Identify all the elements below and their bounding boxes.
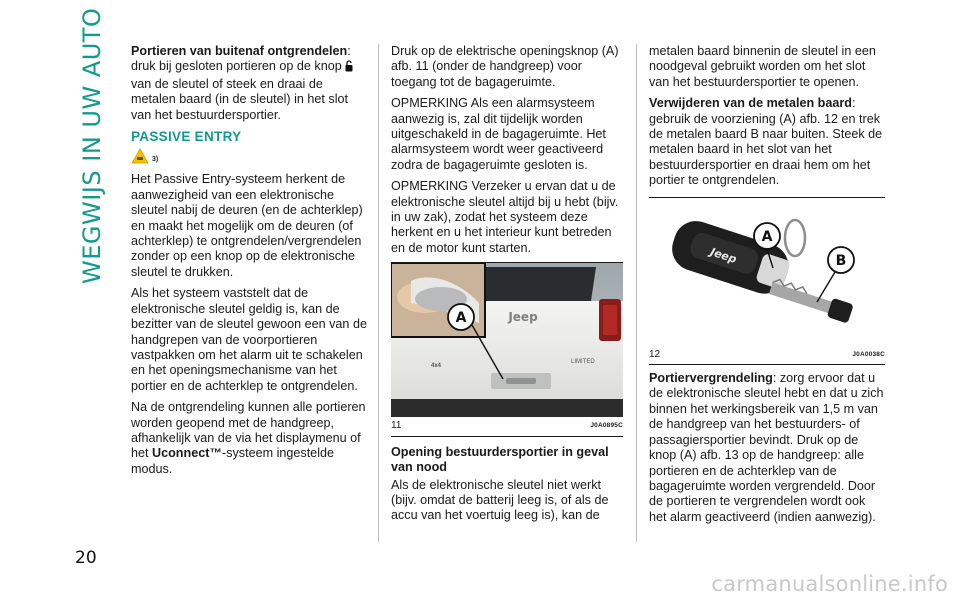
heading-passive-entry: PASSIVE ENTRY xyxy=(131,129,242,145)
column-1 xyxy=(131,44,367,483)
figure-12 xyxy=(649,197,885,365)
column-3 xyxy=(649,44,885,531)
figure-12-label-b: B xyxy=(835,252,847,269)
figure-11 xyxy=(391,262,623,436)
figure-11-image xyxy=(391,263,623,417)
key-brand-logo: Jeep xyxy=(708,244,739,266)
figure-12-caption: 12 J0A0038C xyxy=(649,346,885,365)
paragraph-passive-entry-intro: Het Passive Entry-systeem herkent de aanwezigheid van een elektronische sleutel nabij de deuren (en de achterklep) en maakt het mogelijk om de deuren (of achterklep) te ontgrendelen/vergrendelen zonder op een knop op de elektronische sleutel te drukken. xyxy=(131,172,363,279)
paragraph-remove-blade: Verwijderen van de metalen baard: gebruik de voorziening (A) afb. 12 en trek de metalen baard B naar buiten. Steek de metalen baard in het slot van het bestuurdersportier en draai hem om het portier te ontgrendelen. xyxy=(649,96,883,188)
paragraph-note-alarm: OPMERKING Als een alarmsysteem aanwezig is, zal dit tijdelijk worden uitgeschakeld in de bagageruimte. Het alarmsysteem wordt weer geactiveerd zodra de bagageruimte gesloten is. xyxy=(391,96,606,172)
paragraph-tailgate-button: Druk op de elektrische openingsknop (A) afb. 11 (onder de handgreep) voor toegang tot de bagageruimte. xyxy=(391,44,619,89)
car-brand-badge: Jeep xyxy=(508,310,538,325)
watermark: carmanualsonline.info xyxy=(711,572,948,596)
section-title: WEGWIJS IN UW AUTO xyxy=(78,7,106,284)
figure-11-caption: 11 J0A0895C xyxy=(391,417,623,436)
padlock-open-icon xyxy=(345,60,353,76)
paragraph-unlock-outside: Portieren van buitenaf ontgrendelen: druk bij gesloten portieren op de knop van de sleutel of steek en draai de metalen baard (in de sleutel) in het slot van het bestuurdersportier. xyxy=(131,44,367,123)
heading-emergency-opening: Opening bestuurdersportier in geval van nood xyxy=(391,444,609,475)
warning-triangle-icon xyxy=(131,148,149,164)
warning-reference: 3) xyxy=(131,148,367,170)
car-4x4-badge: 4x4 xyxy=(431,363,442,370)
paragraph-emergency-opening: Als de elektronische sleutel niet werkt (bijv. omdat de batterij leeg is, of als de accu van het voertuig leeg is), kan de xyxy=(391,477,609,523)
figure-12-image xyxy=(649,198,885,346)
paragraph-passive-entry-mode: Na de ontgrendeling kunnen alle portieren worden geopend met de handgreep, afhankelijk van de via het displaymenu of het Uconnect™-systeem ingestelde modus. xyxy=(131,400,366,476)
paragraph-note-key: OPMERKING Verzeker u ervan dat u de elektronische sleutel altijd bij u hebt (bijv. in uw zak), zodat het systeem deze herkent en u het interieur kunt betreden en de motor kunt starten. xyxy=(391,179,619,255)
paragraph-door-locking: Portiervergrendeling: zorg ervoor dat u de elektronische sleutel hebt en dat u zich binnen het werkingsbereik van 1,5 m van de handgreep van het bestuurders- of passagiersportier bevindt. Druk op de knop (A) afb. 13 op de handgreep: alle portieren en de achterklep van de bagageruimte worden vergrendeld. Door de portieren te vergrendelen wordt ook het alarm geactiveerd (indien aanwezig). xyxy=(649,371,884,524)
page-number: 20 xyxy=(75,548,97,568)
figure-12-label-a: A xyxy=(761,228,773,245)
column-divider xyxy=(636,44,637,542)
paragraph-metal-blade: metalen baard binnenin de sleutel in een noodgeval gebruikt worden om het slot van het bestuurdersportier te openen. xyxy=(649,44,876,89)
figure-11-label-a: A xyxy=(455,310,467,327)
car-model-badge: LIMITED xyxy=(571,359,595,366)
column-2 xyxy=(391,44,623,530)
paragraph-passive-entry-valid-key: Als het systeem vaststelt dat de elektronische sleutel geldig is, kan de bezitter van de sleutel gewoon een van de handgrepen van de voorportieren vastpakken om het alarm uit te schakelen en het openingsmechanisme van het portier en de achterklep te ontgrendelen. xyxy=(131,286,367,393)
column-divider xyxy=(378,44,379,542)
